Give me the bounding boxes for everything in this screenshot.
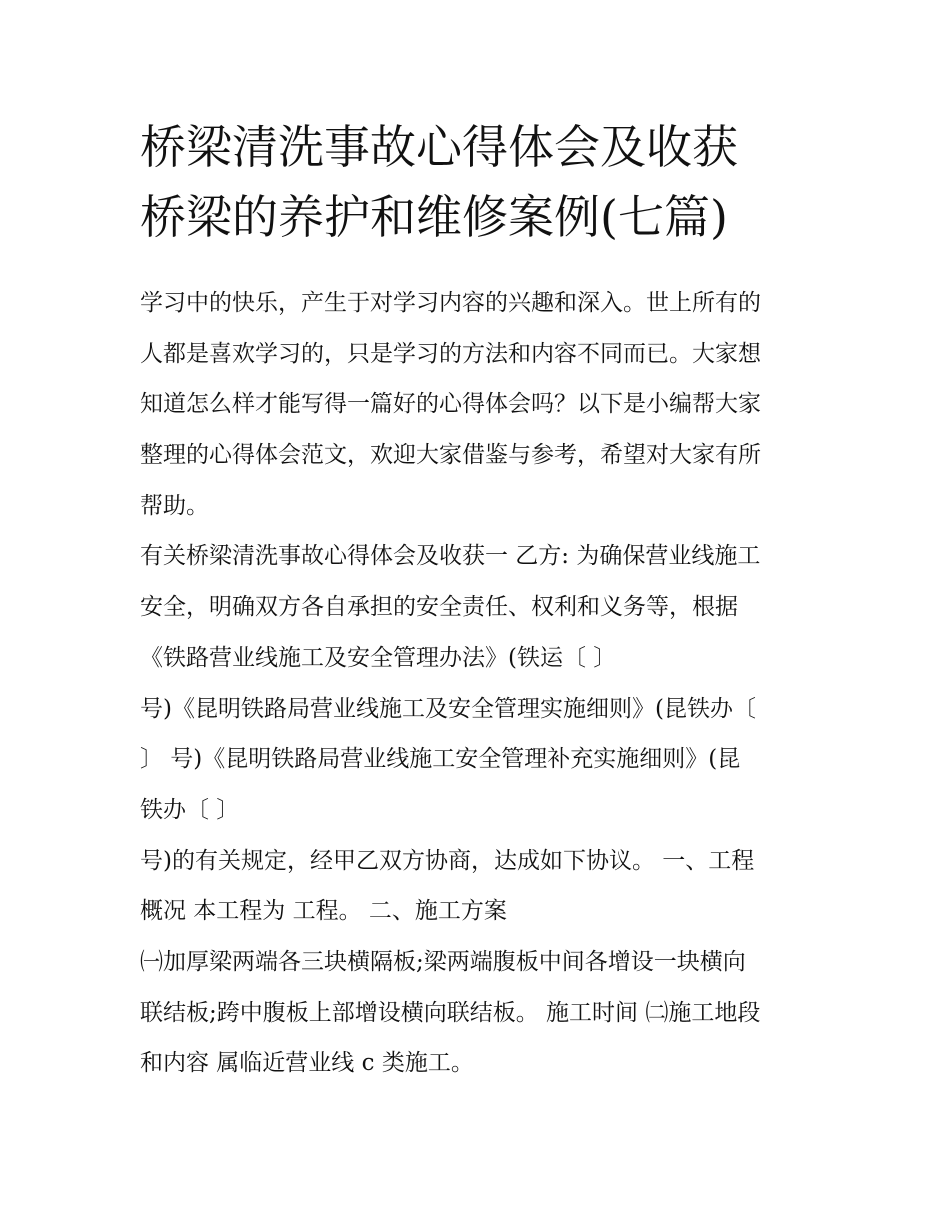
body-line: 号)《昆明铁路局营业线施工及安全管理实施细则》(昆铁办〔 [140, 695, 756, 722]
body-line: 联结板;跨中腹板上部增设横向联结板。 施工时间 ㈡施工地段 [140, 999, 761, 1026]
body-line: 概况 本工程为 工程。 二、施工方案 [140, 898, 507, 925]
body-line: 人都是喜欢学习的，只是学习的方法和内容不同而已。大家想 [140, 340, 761, 367]
body-line: ㈠加厚梁两端各三块横隔板;梁两端腹板中间各增设一块横向 [140, 948, 746, 975]
body-line: 《铁路营业线施工及安全管理办法》(铁运〔 〕 [140, 644, 617, 671]
document-title [140, 112, 820, 252]
body-line: 帮助。 [140, 492, 209, 519]
body-line: 安全，明确双方各自承担的安全责任、权利和义务等，根据 [140, 594, 738, 621]
body-line: 铁办〔 〕 [140, 796, 240, 823]
body-line: 整理的心得体会范文，欢迎大家借鉴与参考，希望对大家有所 [140, 442, 761, 469]
title-line-2: 桥梁的养护和维修案例(七篇) [140, 190, 728, 244]
body-line: 知道怎么样才能写得一篇好的心得体会吗？以下是小编帮大家 [140, 391, 761, 418]
body-line: 和内容 属临近营业线 c 类施工。 [140, 1050, 474, 1077]
body-line: 〕 号)《昆明铁路局营业线施工安全管理补充实施细则》(昆 [140, 746, 741, 773]
body-line: 号)的有关规定，经甲乙双方协商，达成如下协议。 一、工程 [140, 847, 755, 874]
document-body [140, 278, 820, 1089]
body-line: 学习中的快乐，产生于对学习内容的兴趣和深入。世上所有的 [140, 290, 761, 316]
title-line-1: 桥梁清洗事故心得体会及收获 [140, 120, 738, 174]
body-line: 有关桥梁清洗事故心得体会及收获一 乙方: 为确保营业线施工 [140, 543, 761, 570]
